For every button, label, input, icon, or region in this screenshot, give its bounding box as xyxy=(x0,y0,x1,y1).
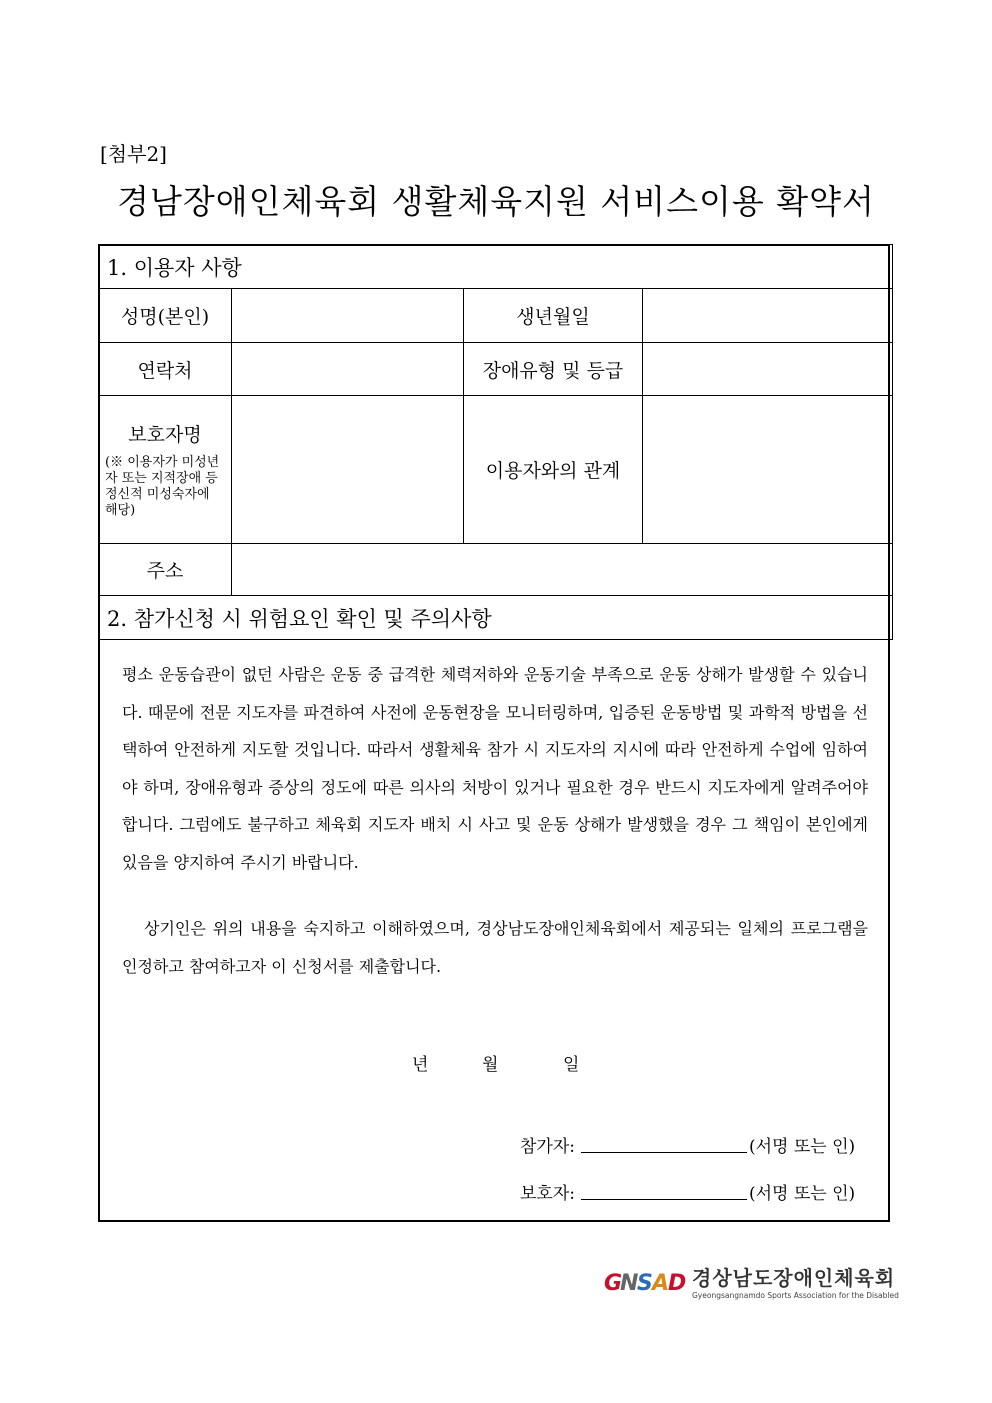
svg-text:S: S xyxy=(637,1271,653,1296)
organization-logo xyxy=(604,1262,899,1300)
attachment-label: [첨부2] xyxy=(100,142,167,166)
contact-label: 연락처 xyxy=(99,343,232,396)
caution-paragraph: 평소 운동습관이 없던 사람은 운동 중 급격한 체력저하와 운동기술 부족으로 운동 상해가 발생할 수 있습니다. 때문에 전문 지도자를 파견하여 사전에 운동현장을 모니터링하며, 입증된 운동방법 및 과학적 방법을 선택하여 안전하게 지도할 것입니다. 따라서 생활체육 참가 시 지도자의 지시에 따라 안전하게 수업에 임하여야 하며, 장애유형과 증상의 정도에 따른 의사의 처방이 있거나 필요한 경우 반드시 지도자에게 알려주어야 합니다. 그럼에도 불구하고 체육회 지도자 배치 시 사고 및 운동 상해가 발생했을 경우 그 책임이 본인에게 있음을 양지하여 주시기 바랍니다. xyxy=(122,665,868,872)
name-label: 성명(본인) xyxy=(99,289,232,343)
guardian-signature-line[interactable] xyxy=(581,1181,747,1200)
date-day: 일 xyxy=(563,1055,580,1075)
participant-signature-line[interactable] xyxy=(581,1134,747,1153)
guardian-sig-label: 보호자: xyxy=(520,1184,575,1204)
logo-name-kr: 경상남도장애인체육회 xyxy=(692,1266,896,1290)
svg-text:G: G xyxy=(604,1271,623,1296)
consent-paragraph: 상기인은 위의 내용을 숙지하고 이해하였으며, 경상남도장애인체육회에서 제공되는 일체의 프로그램을 인정하고 참여하고자 이 신청서를 제출합니다. xyxy=(122,919,868,976)
svg-text:A: A xyxy=(652,1271,670,1296)
section2-heading: 2. 참가신청 시 위험요인 확인 및 주의사항 xyxy=(99,596,893,640)
logo-name-en: Gyeongsangnamdo Sports Association for the Disabled xyxy=(692,1291,899,1300)
address-label: 주소 xyxy=(99,544,232,596)
disability-label: 장애유형 및 등급 xyxy=(464,343,643,396)
birth-label: 생년월일 xyxy=(464,289,643,343)
guardian-label: 보호자명 xyxy=(128,424,202,446)
participant-label: 참가자: xyxy=(520,1137,575,1157)
svg-text:N: N xyxy=(620,1271,639,1296)
guardian-signature-row xyxy=(520,1179,855,1204)
date-month: 월 xyxy=(482,1055,499,1075)
guardian-note: (※ 이용자가 미성년자 또는 지적장애 등 정신적 미성숙자에 해당) xyxy=(105,455,220,518)
date-year: 년 xyxy=(412,1055,429,1075)
participant-signature-row xyxy=(520,1132,855,1157)
guardian-sign-suffix: (서명 또는 인) xyxy=(749,1184,856,1204)
participant-sign-suffix: (서명 또는 인) xyxy=(749,1137,856,1157)
svg-text:D: D xyxy=(668,1271,687,1296)
document-title: 경남장애인체육회 생활체육지원 서비스이용 확약서 xyxy=(117,182,875,221)
section1-heading: 1. 이용자 사항 xyxy=(99,245,893,289)
gnsad-logo-icon xyxy=(604,1266,688,1296)
relation-label: 이용자와의 관계 xyxy=(464,396,643,544)
